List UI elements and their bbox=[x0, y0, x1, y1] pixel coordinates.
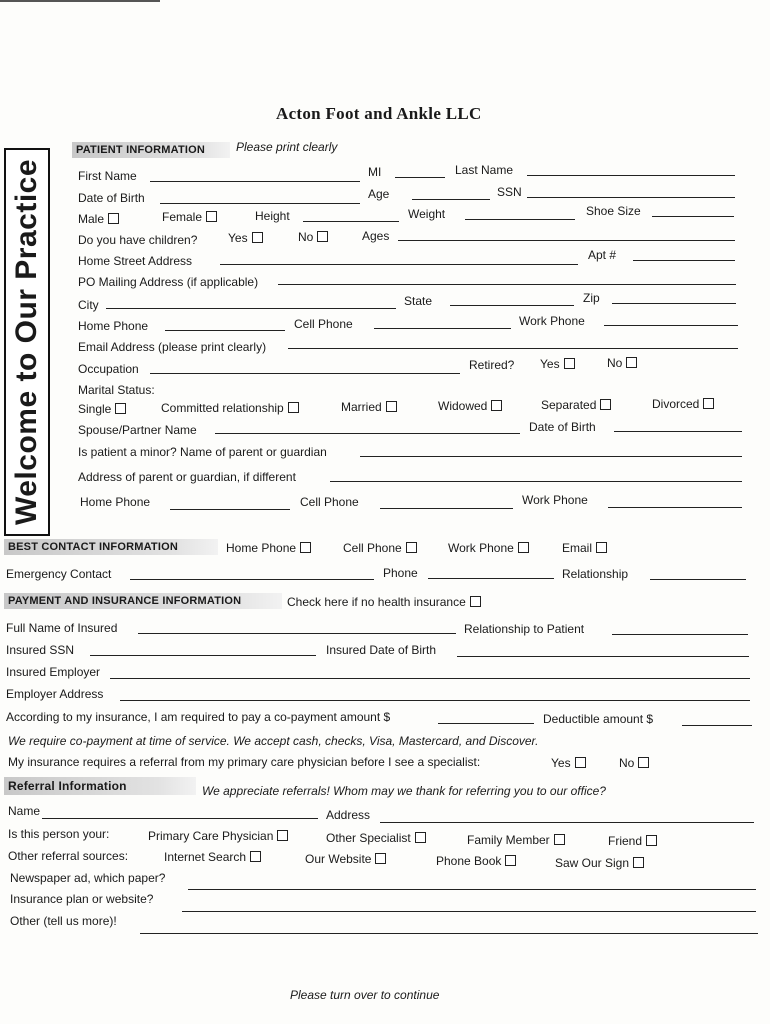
home-street-field[interactable] bbox=[220, 264, 578, 265]
contact-email-label: Email bbox=[562, 541, 593, 555]
ages-field[interactable] bbox=[398, 240, 735, 241]
emergency-contact-label: Emergency Contact bbox=[6, 567, 112, 581]
pcp-option[interactable] bbox=[148, 829, 288, 843]
contact-section-header: BEST CONTACT INFORMATION bbox=[4, 539, 218, 555]
contact-work-phone-option[interactable] bbox=[448, 541, 529, 555]
referrer-name-field[interactable] bbox=[42, 818, 318, 819]
last-name-label: Last Name bbox=[455, 163, 514, 177]
work-phone-label: Work Phone bbox=[519, 314, 585, 328]
children-no-checkbox[interactable] bbox=[317, 231, 328, 242]
weight-label: Weight bbox=[408, 207, 446, 221]
city-label: City bbox=[78, 298, 99, 312]
page-title: Acton Foot and Ankle LLC bbox=[276, 104, 482, 123]
female-option[interactable] bbox=[162, 210, 217, 224]
pcp-label: Primary Care Physician bbox=[148, 829, 274, 843]
occupation-field[interactable] bbox=[150, 373, 460, 374]
referral-required-label: My insurance requires a referral from my primary care physician before I see a specialist: bbox=[8, 755, 481, 769]
divorced-option[interactable] bbox=[652, 397, 714, 411]
children-yes-option[interactable] bbox=[228, 231, 263, 245]
married-label: Married bbox=[341, 400, 382, 414]
male-label: Male bbox=[78, 212, 105, 226]
guardian-cell-phone-field[interactable] bbox=[380, 508, 513, 509]
insured-employer-label: Insured Employer bbox=[6, 665, 101, 679]
specialist-checkbox[interactable] bbox=[415, 832, 426, 843]
ssn-field[interactable] bbox=[527, 197, 735, 198]
female-checkbox[interactable] bbox=[206, 211, 217, 222]
copay-note: We require co-payment at time of service. We accept cash, checks, Visa, Mastercard, and Discover. bbox=[8, 734, 539, 748]
insurance-section-header: PAYMENT AND INSURANCE INFORMATION bbox=[4, 593, 282, 609]
employer-address-field[interactable] bbox=[120, 700, 750, 701]
deductible-label: Deductible amount $ bbox=[543, 712, 654, 726]
sign-checkbox[interactable] bbox=[633, 857, 644, 868]
retired-yes-option[interactable] bbox=[540, 357, 575, 371]
separated-label: Separated bbox=[541, 398, 597, 412]
guardian-name-field[interactable] bbox=[360, 456, 742, 457]
no-insurance-checkbox[interactable] bbox=[470, 596, 481, 607]
widowed-option[interactable] bbox=[438, 399, 502, 413]
friend-option[interactable] bbox=[608, 834, 657, 848]
referral-no-label: No bbox=[619, 756, 635, 770]
person-type-label: Is this person your: bbox=[8, 827, 110, 841]
guardian-home-phone-label: Home Phone bbox=[80, 495, 151, 509]
contact-cell-phone-checkbox[interactable] bbox=[406, 542, 417, 553]
spouse-dob-label: Date of Birth bbox=[529, 420, 596, 434]
referral-note: We appreciate referrals! Whom may we thank for referring you to our office? bbox=[202, 784, 606, 798]
website-option[interactable] bbox=[305, 852, 386, 866]
contact-cell-phone-label: Cell Phone bbox=[343, 541, 402, 555]
deductible-field[interactable] bbox=[682, 725, 752, 726]
insured-employer-field[interactable] bbox=[110, 678, 750, 679]
insured-relationship-label: Relationship to Patient bbox=[464, 622, 585, 636]
guardian-work-phone-field[interactable] bbox=[608, 507, 742, 508]
guardian-address-label: Address of parent or guardian, if different bbox=[78, 470, 296, 484]
contact-cell-phone-option[interactable] bbox=[343, 541, 417, 555]
contact-work-phone-label: Work Phone bbox=[448, 541, 514, 555]
retired-no-checkbox[interactable] bbox=[626, 357, 637, 368]
single-label: Single bbox=[78, 402, 112, 416]
children-no-label: No bbox=[298, 230, 314, 244]
no-insurance-label: Check here if no health insurance bbox=[287, 595, 466, 609]
male-checkbox[interactable] bbox=[108, 213, 119, 224]
plan-field[interactable] bbox=[182, 911, 756, 912]
single-checkbox[interactable] bbox=[115, 403, 126, 414]
first-name-field[interactable] bbox=[150, 181, 360, 182]
apt-label: Apt # bbox=[588, 248, 617, 262]
referral-yes-label: Yes bbox=[551, 756, 571, 770]
zip-label: Zip bbox=[583, 291, 600, 305]
email-label: Email Address (please print clearly) bbox=[78, 340, 267, 354]
other-label: Other (tell us more)! bbox=[10, 914, 117, 928]
print-clearly-note: Please print clearly bbox=[236, 140, 338, 154]
weight-field[interactable] bbox=[465, 219, 575, 220]
spouse-field[interactable] bbox=[215, 433, 520, 434]
insured-ssn-field[interactable] bbox=[90, 655, 316, 656]
employer-address-label: Employer Address bbox=[6, 687, 104, 701]
widowed-checkbox[interactable] bbox=[491, 400, 502, 411]
website-checkbox[interactable] bbox=[375, 853, 386, 864]
phonebook-checkbox[interactable] bbox=[505, 855, 516, 866]
ssn-label: SSN bbox=[497, 185, 522, 199]
email-field[interactable] bbox=[288, 348, 738, 349]
no-insurance-option[interactable] bbox=[287, 595, 481, 609]
divorced-checkbox[interactable] bbox=[703, 398, 714, 409]
internet-option[interactable] bbox=[164, 850, 261, 864]
married-checkbox[interactable] bbox=[386, 401, 397, 412]
plan-label: Insurance plan or website? bbox=[10, 892, 154, 906]
insured-relationship-field[interactable] bbox=[612, 634, 748, 635]
children-label: Do you have children? bbox=[78, 233, 198, 247]
po-address-field[interactable] bbox=[278, 284, 736, 285]
committed-checkbox[interactable] bbox=[288, 402, 299, 413]
cell-phone-field[interactable] bbox=[374, 328, 511, 329]
home-street-label: Home Street Address bbox=[78, 254, 193, 268]
newspaper-field[interactable] bbox=[188, 889, 756, 890]
occupation-label: Occupation bbox=[78, 362, 139, 376]
footer-note: Please turn over to continue bbox=[290, 988, 440, 1002]
children-no-option[interactable] bbox=[298, 230, 328, 244]
married-option[interactable] bbox=[341, 400, 397, 414]
cell-phone-label: Cell Phone bbox=[294, 317, 353, 331]
welcome-banner bbox=[4, 148, 50, 536]
phonebook-option[interactable] bbox=[436, 854, 516, 868]
guardian-home-phone-field[interactable] bbox=[170, 509, 290, 510]
retired-no-option[interactable] bbox=[607, 356, 637, 370]
separated-checkbox[interactable] bbox=[600, 399, 611, 410]
mi-label: MI bbox=[368, 165, 382, 179]
retired-yes-label: Yes bbox=[540, 357, 560, 371]
dob-field[interactable] bbox=[160, 203, 360, 204]
emergency-phone-field[interactable] bbox=[428, 578, 554, 579]
widowed-label: Widowed bbox=[438, 399, 488, 413]
emergency-relationship-label: Relationship bbox=[562, 567, 629, 581]
retired-yes-checkbox[interactable] bbox=[564, 358, 575, 369]
sign-option[interactable] bbox=[555, 856, 644, 870]
newspaper-label: Newspaper ad, which paper? bbox=[10, 871, 166, 885]
contact-home-phone-checkbox[interactable] bbox=[300, 542, 311, 553]
insured-dob-label: Insured Date of Birth bbox=[326, 643, 437, 657]
committed-label: Committed relationship bbox=[161, 401, 284, 415]
patient-section-header: PATIENT INFORMATION bbox=[72, 142, 230, 158]
work-phone-field[interactable] bbox=[604, 325, 738, 326]
height-field[interactable] bbox=[303, 221, 399, 222]
spouse-label: Spouse/Partner Name bbox=[78, 423, 197, 437]
contact-home-phone-option[interactable] bbox=[226, 541, 311, 555]
welcome-text: Welcome to Our Practice bbox=[10, 158, 43, 526]
insured-ssn-label: Insured SSN bbox=[6, 643, 75, 657]
referral-no-checkbox[interactable] bbox=[638, 757, 649, 768]
divorced-label: Divorced bbox=[652, 397, 700, 411]
scan-edge bbox=[0, 0, 160, 2]
insured-name-field[interactable] bbox=[138, 633, 456, 634]
phonebook-label: Phone Book bbox=[436, 854, 502, 868]
copay-label: According to my insurance, I am required to pay a co-payment amount $ bbox=[6, 710, 391, 724]
dob-label: Date of Birth bbox=[78, 191, 145, 205]
contact-work-phone-checkbox[interactable] bbox=[518, 542, 529, 553]
retired-label: Retired? bbox=[469, 358, 515, 372]
single-option[interactable] bbox=[78, 402, 126, 416]
state-label: State bbox=[404, 294, 433, 308]
internet-label: Internet Search bbox=[164, 850, 247, 864]
first-name-label: First Name bbox=[78, 169, 137, 183]
city-field[interactable] bbox=[106, 308, 396, 309]
insured-name-label: Full Name of Insured bbox=[6, 621, 118, 635]
apt-field[interactable] bbox=[633, 260, 735, 261]
referrer-address-field[interactable] bbox=[380, 822, 754, 823]
shoe-size-label: Shoe Size bbox=[586, 204, 641, 218]
age-field[interactable] bbox=[412, 199, 490, 200]
internet-checkbox[interactable] bbox=[250, 851, 261, 862]
last-name-field[interactable] bbox=[527, 175, 735, 176]
copay-field[interactable] bbox=[438, 723, 534, 724]
pcp-checkbox[interactable] bbox=[277, 830, 288, 841]
guardian-address-field[interactable] bbox=[330, 481, 742, 482]
family-checkbox[interactable] bbox=[554, 834, 565, 845]
emergency-phone-label: Phone bbox=[383, 566, 418, 580]
referral-section-header: Referral Information bbox=[4, 777, 196, 795]
contact-email-checkbox[interactable] bbox=[596, 542, 607, 553]
specialist-option[interactable] bbox=[326, 831, 426, 845]
referrer-address-label: Address bbox=[326, 808, 371, 822]
children-yes-label: Yes bbox=[228, 231, 248, 245]
spouse-dob-field[interactable] bbox=[614, 431, 742, 432]
zip-field[interactable] bbox=[612, 303, 736, 304]
website-label: Our Website bbox=[305, 852, 372, 866]
emergency-relationship-field[interactable] bbox=[650, 579, 746, 580]
referral-yes-option[interactable] bbox=[551, 756, 586, 770]
retired-no-label: No bbox=[607, 356, 623, 370]
committed-option[interactable] bbox=[161, 401, 299, 415]
other-sources-label: Other referral sources: bbox=[8, 849, 129, 863]
guardian-work-phone-label: Work Phone bbox=[522, 493, 588, 507]
children-yes-checkbox[interactable] bbox=[252, 232, 263, 243]
male-option[interactable] bbox=[78, 212, 119, 226]
friend-label: Friend bbox=[608, 834, 643, 848]
shoe-size-field[interactable] bbox=[652, 216, 734, 217]
specialist-label: Other Specialist bbox=[326, 831, 411, 845]
sign-label: Saw Our Sign bbox=[555, 856, 630, 870]
ages-label: Ages bbox=[362, 229, 390, 243]
age-label: Age bbox=[368, 187, 390, 201]
other-field[interactable] bbox=[140, 933, 758, 934]
friend-checkbox[interactable] bbox=[646, 835, 657, 846]
referral-no-option[interactable] bbox=[619, 756, 649, 770]
referral-yes-checkbox[interactable] bbox=[575, 757, 586, 768]
mi-field[interactable] bbox=[395, 177, 445, 178]
home-phone-field[interactable] bbox=[165, 330, 285, 331]
family-option[interactable] bbox=[467, 833, 565, 847]
state-field[interactable] bbox=[450, 305, 574, 306]
contact-home-phone-label: Home Phone bbox=[226, 541, 297, 555]
home-phone-label: Home Phone bbox=[78, 319, 149, 333]
marital-label: Marital Status: bbox=[78, 383, 155, 397]
guardian-cell-phone-label: Cell Phone bbox=[300, 495, 359, 509]
family-label: Family Member bbox=[467, 833, 550, 847]
insured-dob-field[interactable] bbox=[457, 656, 749, 657]
height-label: Height bbox=[255, 209, 290, 223]
emergency-contact-field[interactable] bbox=[130, 579, 374, 580]
referrer-name-label: Name bbox=[8, 804, 41, 818]
contact-email-option[interactable] bbox=[562, 541, 607, 555]
po-address-label: PO Mailing Address (if applicable) bbox=[78, 275, 259, 289]
female-label: Female bbox=[162, 210, 203, 224]
separated-option[interactable] bbox=[541, 398, 611, 412]
minor-label: Is patient a minor? Name of parent or guardian bbox=[78, 445, 327, 459]
